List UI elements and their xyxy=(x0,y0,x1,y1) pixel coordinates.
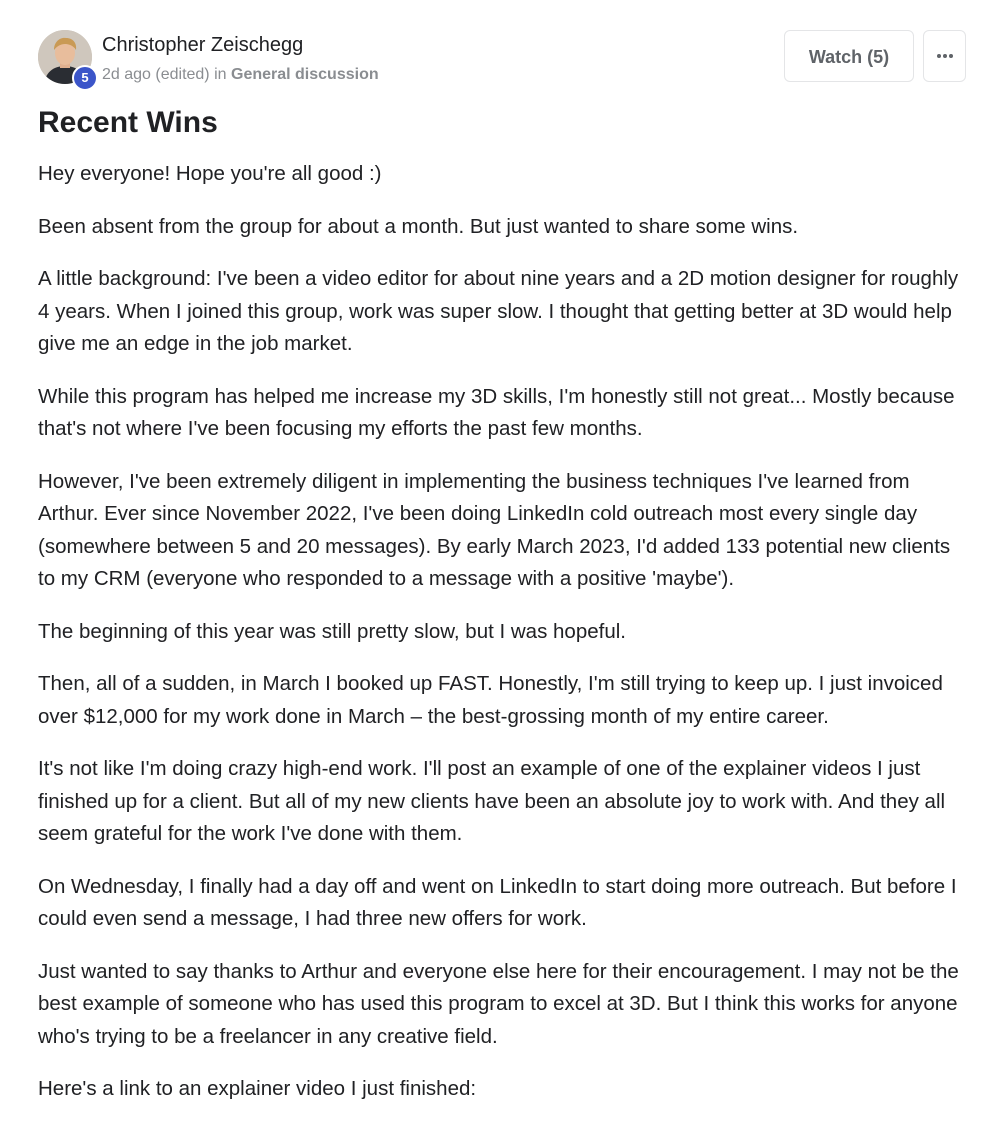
more-horizontal-icon xyxy=(936,53,954,59)
watch-button[interactable]: Watch (5) xyxy=(784,30,914,82)
more-options-button[interactable] xyxy=(923,30,966,82)
post-paragraph: Been absent from the group for about a month. But just wanted to share some wins. xyxy=(38,214,799,238)
post-paragraph: Then, all of a sudden, in March I booked up FAST. Honestly, I'm still trying to keep up. I just invoiced over $12,000 for my work done in March – the best-grossing month of my entire career. xyxy=(38,672,943,728)
post-body xyxy=(38,158,963,1126)
post-paragraph: While this program has helped me increase my 3D skills, I'm honestly still not great... Mostly because that's not where I've been focusing my efforts the past few months. xyxy=(38,384,955,440)
post-paragraph: On Wednesday, I finally had a day off and went on LinkedIn to start doing more outreach. But before I could even send a message, I had three new offers for work. xyxy=(38,874,957,930)
post-paragraph: However, I've been extremely diligent in implementing the business techniques I've learned from Arthur. Ever since November 2022, I've been doing LinkedIn cold outreach most every single day (somewhere between 5 and 20 messages). By early March 2023, I'd added 133 potential new clients to my CRM (everyone who responded to a message with a positive 'maybe'). xyxy=(38,469,951,590)
post-time: 2d ago (edited) xyxy=(102,66,210,83)
post-paragraph: Here's a link to an explainer video I just finished: xyxy=(38,1077,477,1100)
post-header xyxy=(38,30,968,88)
level-badge: 5 xyxy=(72,65,98,91)
post-meta xyxy=(102,66,379,84)
author-name[interactable]: Christopher Zeischegg xyxy=(102,34,304,56)
post-paragraph: Hey everyone! Hope you're all good :) xyxy=(38,162,382,185)
post-paragraph: A little background: I've been a video editor for about nine years and a 2D motion designer for roughly 4 years. When I joined this group, work was super slow. I thought that getting better at 3D would help give me an edge in the job market. xyxy=(38,267,959,355)
category-link[interactable]: General discussion xyxy=(231,66,379,83)
post-paragraph: It's not like I'm doing crazy high-end work. I'll post an example of one of the explainer videos I just finished up for a client. But all of my new clients have been an absolute joy to work with. And they all seem grateful for the work I've done with them. xyxy=(38,757,946,845)
post-meta-in: in xyxy=(214,66,227,83)
post-paragraph: The beginning of this year was still pretty slow, but I was hopeful. xyxy=(38,619,626,643)
post-title: Recent Wins xyxy=(38,106,218,139)
post-paragraph: Just wanted to say thanks to Arthur and everyone else here for their encouragement. I may not be the best example of someone who has used this program to excel at 3D. But I think this works for anyone who's trying to be a freelancer in any creative field. xyxy=(38,959,959,1048)
